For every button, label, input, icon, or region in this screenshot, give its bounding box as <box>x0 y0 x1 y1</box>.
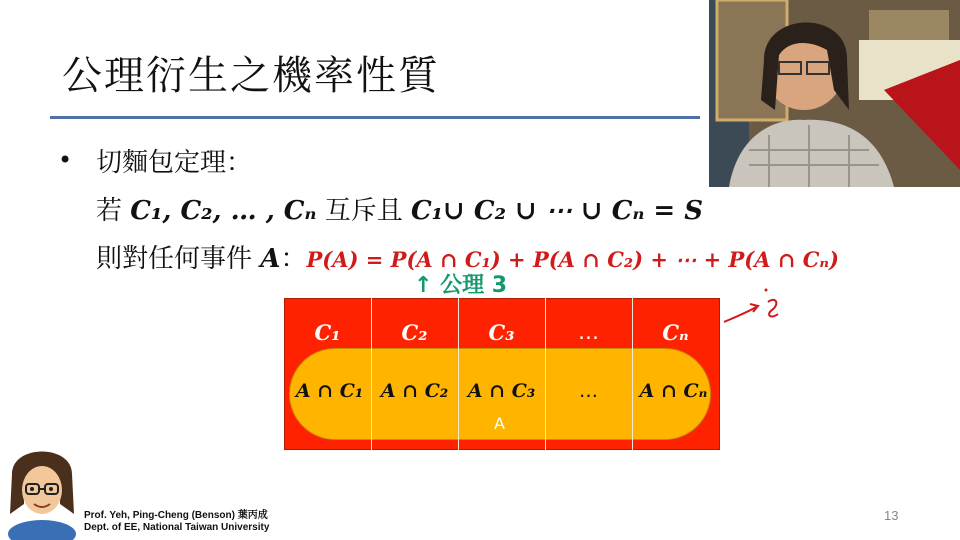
presenter-department: Dept. of EE, National Taiwan University <box>84 522 270 533</box>
intersection-label: … <box>579 380 598 402</box>
colon: ： <box>280 244 307 274</box>
union-equation: C₁∪ C₂ ∪ ⋯ ∪ Cₙ = S <box>410 196 704 226</box>
bullet-heading: 切麵包定理： <box>96 148 253 178</box>
partition-sets: C₁, C₂, … , Cₙ <box>130 196 317 226</box>
intersection-label: A ∩ C₂ <box>380 380 449 402</box>
partition-label: C₃ <box>488 320 515 345</box>
bullet-dot: • <box>58 146 73 174</box>
intersection-label: A ∩ Cₙ <box>639 380 708 402</box>
partition-label: … <box>578 320 599 344</box>
axiom-annotation: ↑ 公理 3 <box>414 273 508 298</box>
presenter-name: Prof. Yeh, Ping-Cheng (Benson) 葉丙成 <box>84 510 268 521</box>
presenter-video-icon <box>709 0 960 187</box>
partition-label: C₁ <box>314 320 341 345</box>
for-any-event-text: 則對任何事件 <box>96 244 253 274</box>
event-a-label: A <box>494 414 505 433</box>
slide-title: 公理衍生之機率性質 <box>62 53 440 99</box>
page-number: 13 <box>884 508 899 523</box>
presenter-avatar-icon <box>4 444 82 540</box>
intersection-label: A ∩ C₁ <box>295 380 364 402</box>
partition-label: C₂ <box>401 320 428 345</box>
event-symbol: A <box>260 244 281 274</box>
if-text: 若 <box>96 196 123 226</box>
handwritten-arrow-icon <box>720 282 790 332</box>
partition-label: Cₙ <box>662 320 689 345</box>
partition-condition-line <box>96 190 703 227</box>
total-probability-formula: P(A) = P(A ∩ C₁) + P(A ∩ C₂) + ⋯ + P(A ∩ Cₙ) <box>306 247 839 272</box>
intersection-label: A ∩ C₃ <box>467 380 536 402</box>
mutually-exclusive-text: 互斥且 <box>324 196 403 226</box>
webcam-video <box>709 0 960 187</box>
title-divider <box>50 116 700 119</box>
presenter-credit <box>84 510 269 534</box>
